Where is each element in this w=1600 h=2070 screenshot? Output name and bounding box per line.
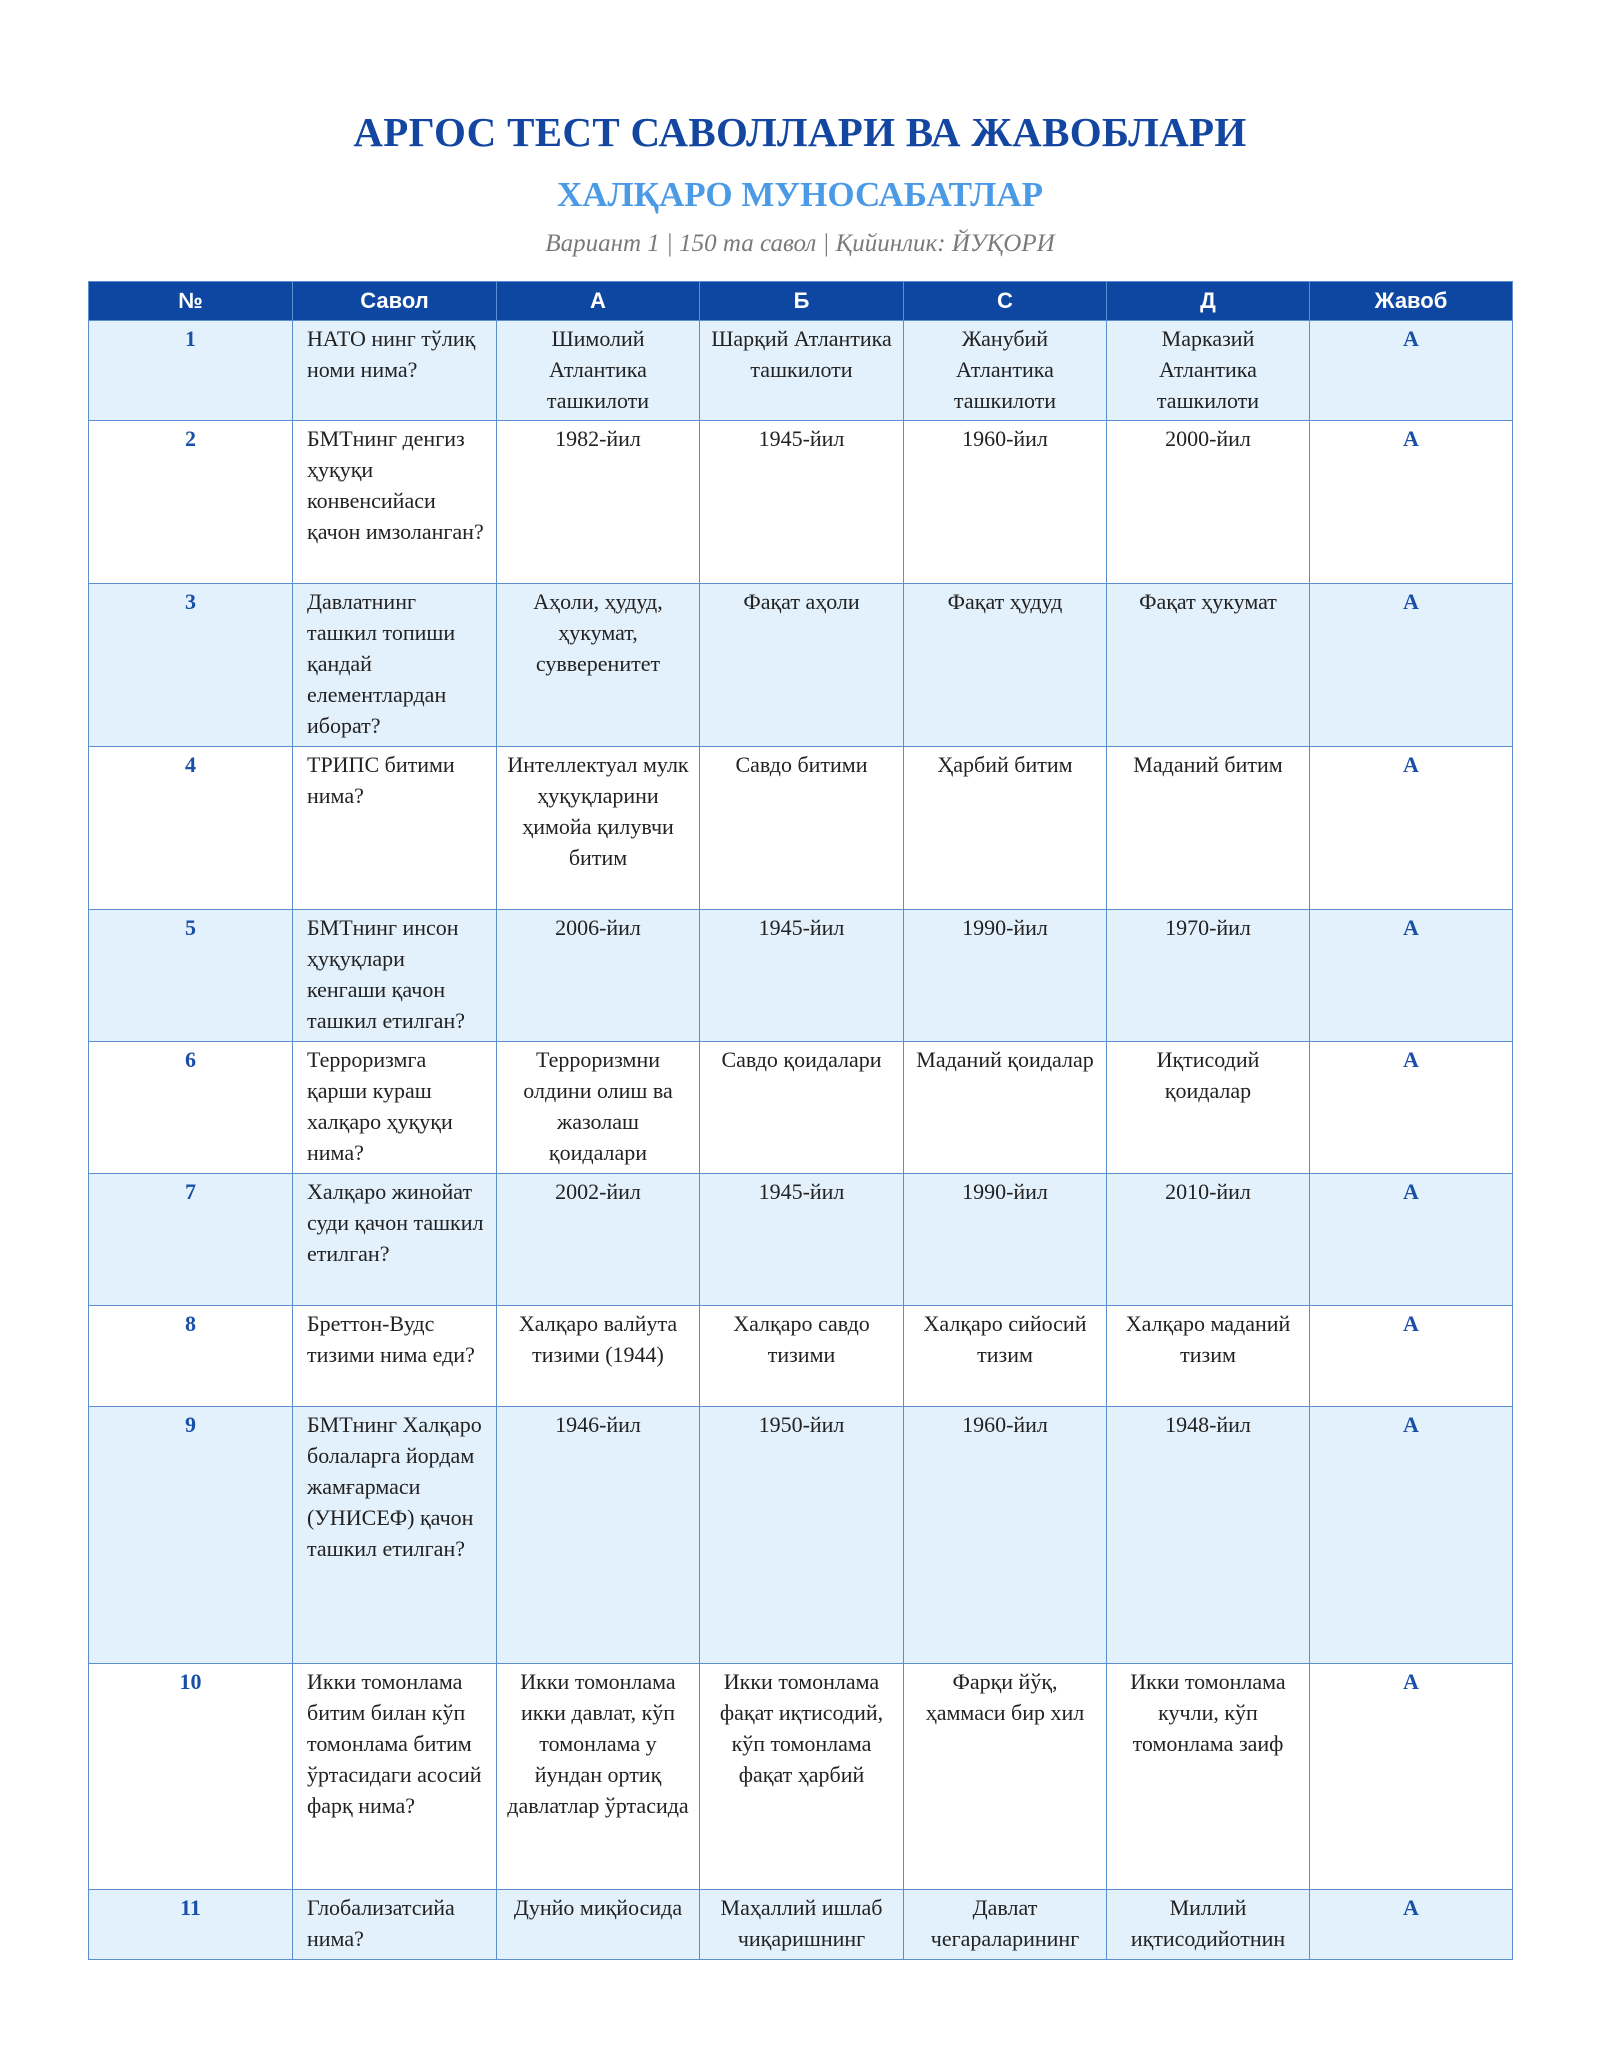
option-c: Халқаро сийосий тизим [904,1306,1107,1407]
option-b: Фақат аҳоли [700,584,904,747]
question-number: 1 [89,321,293,421]
option-a: Терроризмни олдини олиш ва жазолаш қоидалари [497,1042,700,1174]
question-text: ТРИПС битими нима? [293,747,497,910]
option-b: Икки томонлама фақат иқтисодий, кўп томонлама фақат ҳарбий [700,1664,904,1890]
option-d: Иқтисодий қоидалар [1107,1042,1310,1174]
option-c: Фақат ҳудуд [904,584,1107,747]
table-row [89,321,1513,421]
header-option-d: Д [1107,282,1310,321]
option-a: Шимолий Атлантика ташкилоти [497,321,700,421]
option-b: Савдо битими [700,747,904,910]
correct-answer: А [1310,421,1513,584]
correct-answer: А [1310,321,1513,421]
option-b: 1945-йил [700,910,904,1042]
option-d: Халқаро маданий тизим [1107,1306,1310,1407]
option-c: 1960-йил [904,421,1107,584]
option-b: Шарқий Атлантика ташкилоти [700,321,904,421]
test-meta-info: Вариант 1 | 150 та савол | Қийинлик: ЙУҚОРИ [545,230,1055,257]
question-number: 9 [89,1407,293,1664]
correct-answer: А [1310,910,1513,1042]
option-b: Халқаро савдо тизими [700,1306,904,1407]
header-question: Савол [293,282,497,321]
option-c: 1960-йил [904,1407,1107,1664]
option-b: Савдо қоидалари [700,1042,904,1174]
header-option-a: А [497,282,700,321]
option-d: Марказий Атлантика ташкилоти [1107,321,1310,421]
option-c: Фарқи йўқ, ҳаммаси бир хил [904,1664,1107,1890]
option-d: 1948-йил [1107,1407,1310,1664]
question-number: 3 [89,584,293,747]
header-option-c: С [904,282,1107,321]
table-row [89,1407,1513,1664]
header-option-b: Б [700,282,904,321]
question-text: БМТнинг денгиз ҳуқуқи конвенсийаси қачон имзоланган? [293,421,497,584]
table-row [89,1306,1513,1407]
correct-answer: А [1310,1042,1513,1174]
option-b: Маҳаллий ишлаб чиқаришнинг [700,1890,904,1960]
question-number: 6 [89,1042,293,1174]
table-row [89,1174,1513,1306]
option-c: Давлат чегараларининг [904,1890,1107,1960]
table-row [89,421,1513,584]
question-text: НАТО нинг тўлиқ номи нима? [293,321,497,421]
page-title: АРГОС ТЕСТ САВОЛЛАРИ ВА ЖАВОБЛАРИ [353,109,1247,155]
option-a: 1982-йил [497,421,700,584]
option-c: 1990-йил [904,1174,1107,1306]
option-d: Миллий иқтисодийотнин [1107,1890,1310,1960]
correct-answer: А [1310,1664,1513,1890]
question-number: 2 [89,421,293,584]
option-b: 1945-йил [700,421,904,584]
question-number: 8 [89,1306,293,1407]
option-d: Фақат ҳукумат [1107,584,1310,747]
question-text: БМТнинг Халқаро болаларга йордам жамғармаси (УНИСЕФ) қачон ташкил етилган? [293,1407,497,1664]
correct-answer: А [1310,1890,1513,1960]
option-c: Жанубий Атлантика ташкилоти [904,321,1107,421]
correct-answer: А [1310,584,1513,747]
option-d: Маданий битим [1107,747,1310,910]
option-d: 1970-йил [1107,910,1310,1042]
table-header-row [89,282,1513,321]
header-number: № [89,282,293,321]
option-c: Ҳарбий битим [904,747,1107,910]
correct-answer: А [1310,1174,1513,1306]
option-c: Маданий қоидалар [904,1042,1107,1174]
question-number: 11 [89,1890,293,1960]
question-text: Бреттон-Вудс тизими нима еди? [293,1306,497,1407]
question-number: 4 [89,747,293,910]
option-a: 2002-йил [497,1174,700,1306]
question-text: Икки томонлама битим билан кўп томонлама битим ўртасидаги асосий фарқ нима? [293,1664,497,1890]
question-number: 7 [89,1174,293,1306]
header-answer: Жавоб [1310,282,1513,321]
table-row [89,1664,1513,1890]
option-a: 1946-йил [497,1407,700,1664]
option-a: Интеллектуал мулк ҳуқуқларини ҳимойа қилувчи битим [497,747,700,910]
option-c: 1990-йил [904,910,1107,1042]
table-row [89,910,1513,1042]
option-a: Дунйо миқйосида [497,1890,700,1960]
option-d: Икки томонлама кучли, кўп томонлама заиф [1107,1664,1310,1890]
question-text: Терроризмга қарши кураш халқаро ҳуқуқи нима? [293,1042,497,1174]
question-number: 5 [89,910,293,1042]
table-row [89,1890,1513,1960]
question-number: 10 [89,1664,293,1890]
question-text: Глобализатсийа нима? [293,1890,497,1960]
option-a: Халқаро валйута тизими (1944) [497,1306,700,1407]
correct-answer: А [1310,747,1513,910]
correct-answer: А [1310,1306,1513,1407]
table-row [89,584,1513,747]
page-subtitle: ХАЛҚАРО МУНОСАБАТЛАР [556,175,1044,214]
question-text: Давлатнинг ташкил топиши қандай елементлардан иборат? [293,584,497,747]
option-a: 2006-йил [497,910,700,1042]
option-d: 2010-йил [1107,1174,1310,1306]
option-d: 2000-йил [1107,421,1310,584]
option-b: 1950-йил [700,1407,904,1664]
questions-table [88,281,1513,1960]
correct-answer: А [1310,1407,1513,1664]
question-text: БМТнинг инсон ҳуқуқлари кенгаши қачон ташкил етилган? [293,910,497,1042]
option-a: Аҳоли, ҳудуд, ҳукумат, сувверенитет [497,584,700,747]
table-row [89,1042,1513,1174]
option-a: Икки томонлама икки давлат, кўп томонлама у йундан ортиқ давлатлар ўртасида [497,1664,700,1890]
option-b: 1945-йил [700,1174,904,1306]
table-row [89,747,1513,910]
question-text: Халқаро жинойат суди қачон ташкил етилган? [293,1174,497,1306]
